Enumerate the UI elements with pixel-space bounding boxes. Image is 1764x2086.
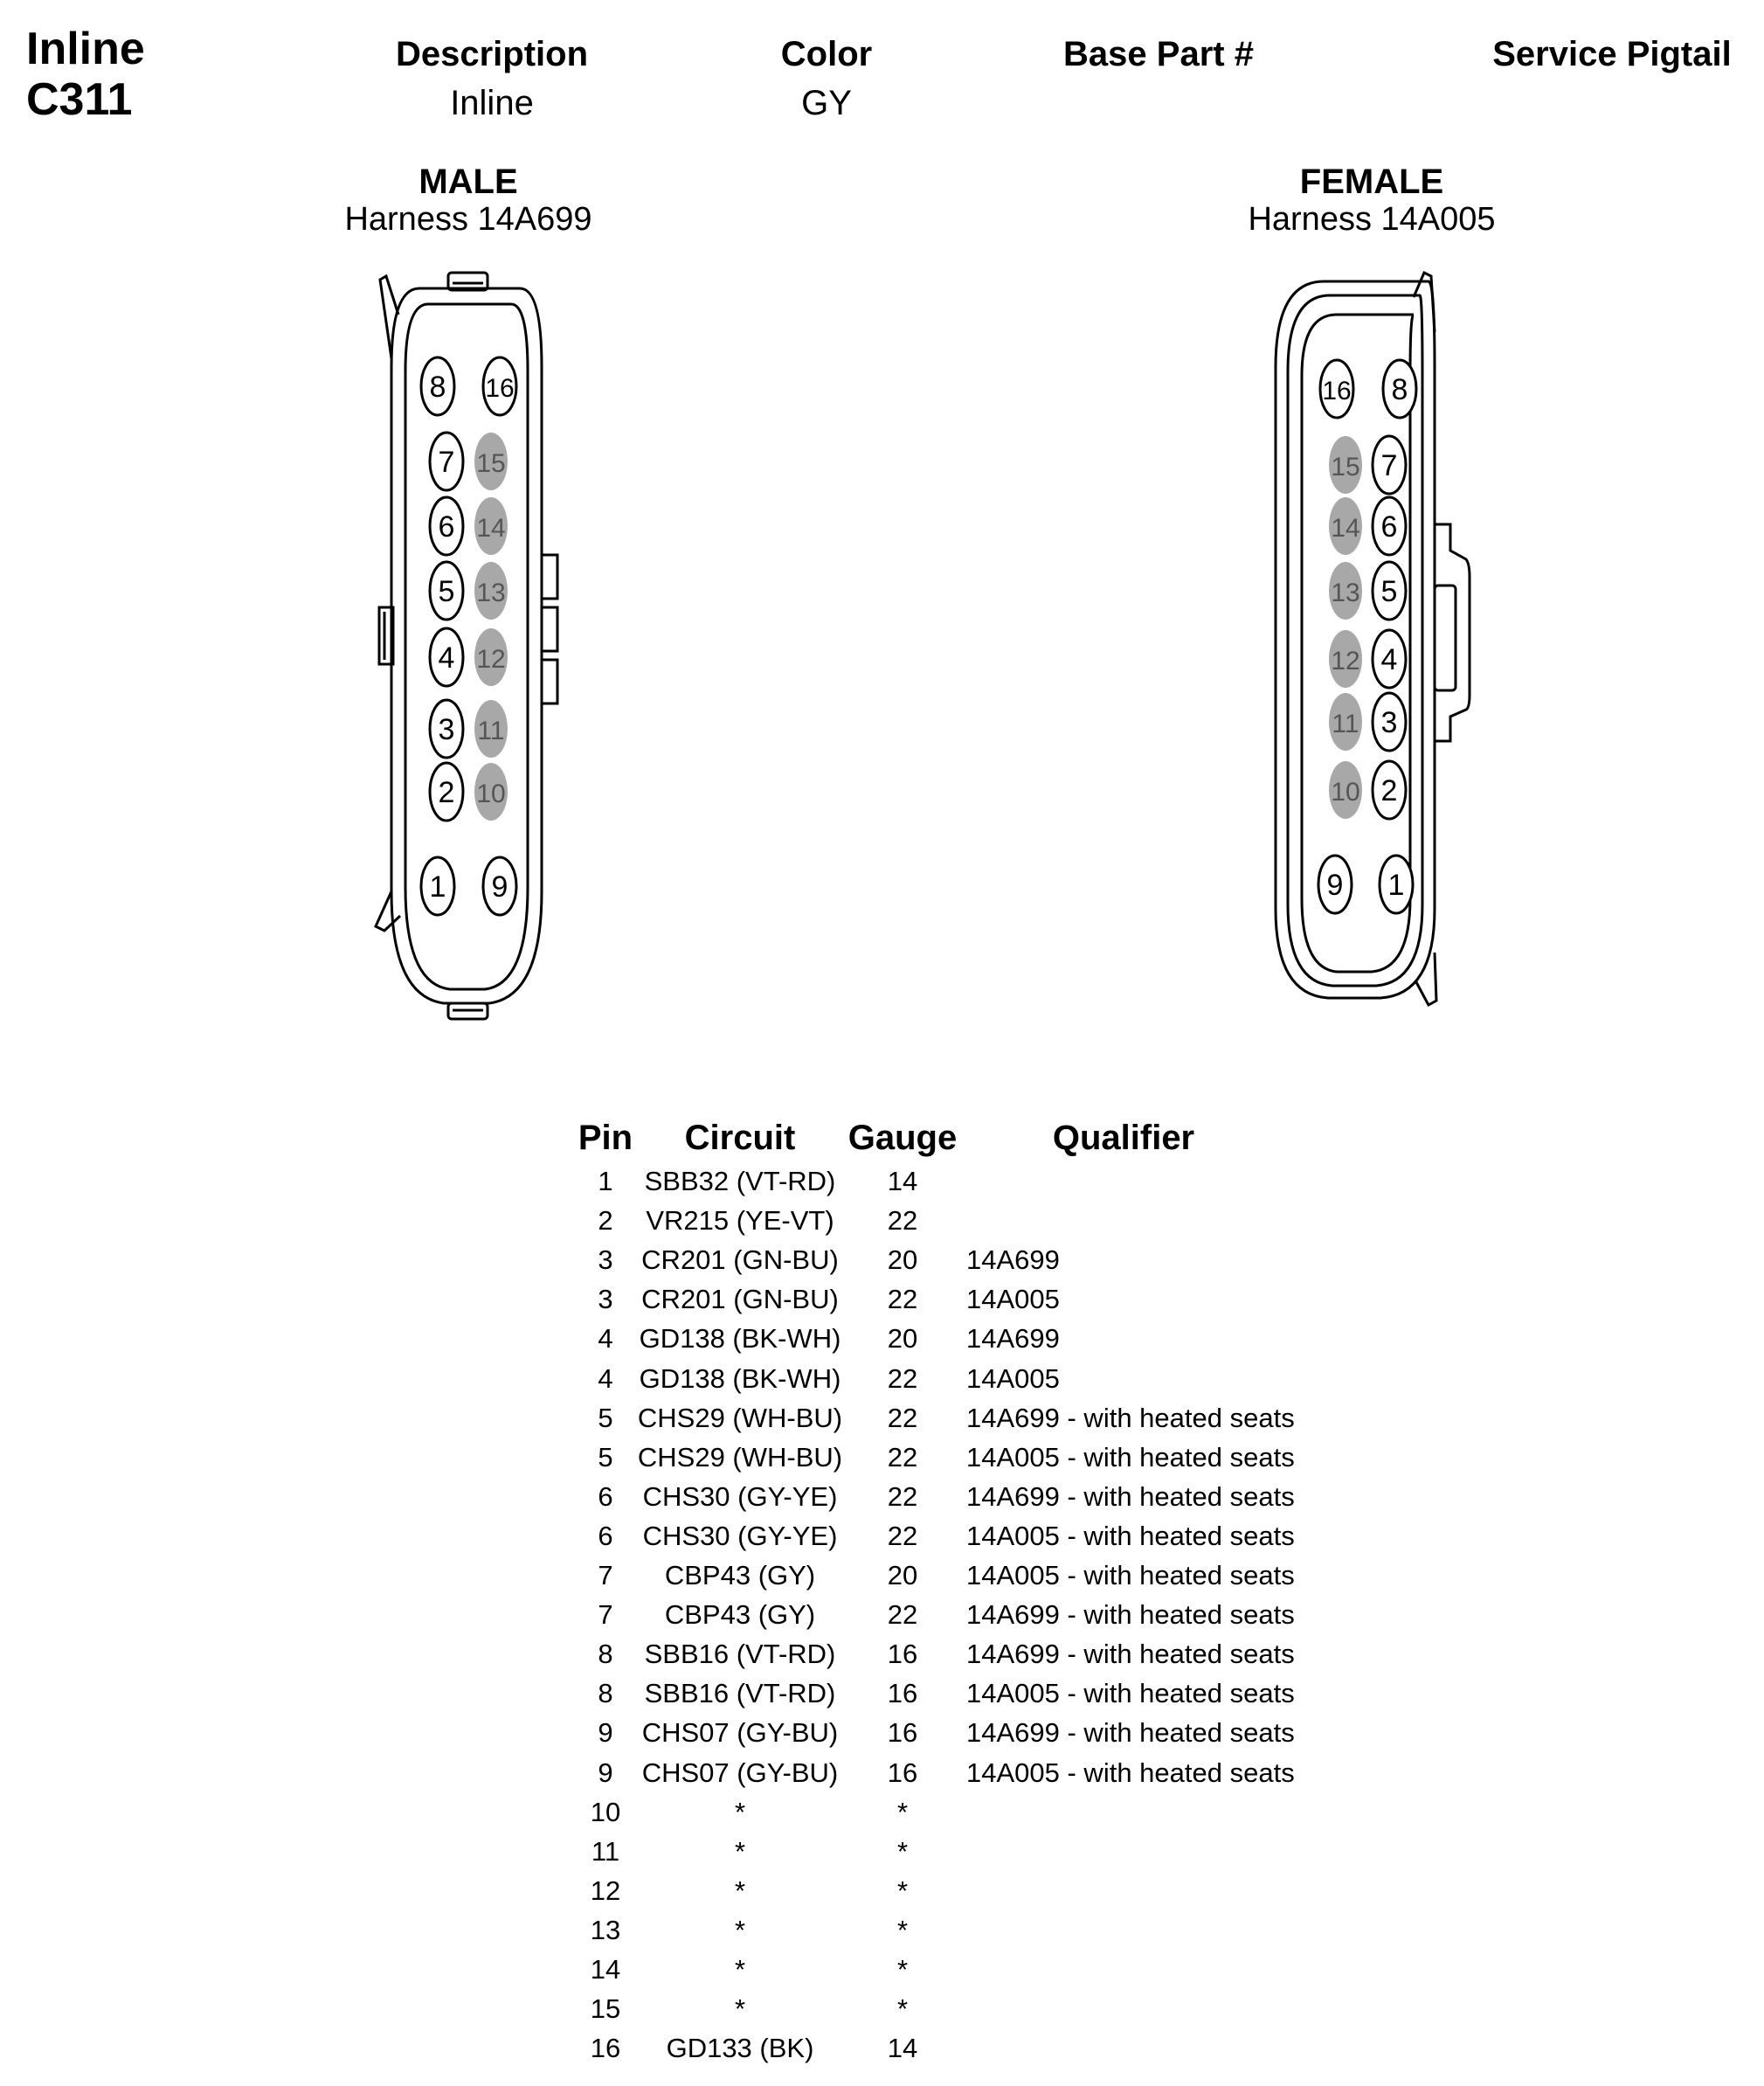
- color-header: Color: [780, 35, 873, 73]
- qualifier-cell: 14A005: [966, 1362, 1060, 1394]
- circuit-cell: *: [734, 1993, 746, 2025]
- male-title: MALE: [419, 163, 518, 201]
- female-pin-8-label: 8: [1391, 373, 1408, 406]
- circuit-cell: SBB32 (VT-RD): [644, 1166, 836, 1196]
- circuit-cell: CHS30 (GY-YE): [642, 1480, 838, 1512]
- female-pin-3-label: 3: [1380, 706, 1398, 739]
- male-pin-14-label: 14: [476, 514, 506, 543]
- circuit-cell: CHS29 (WH-BU): [637, 1441, 843, 1473]
- pin-cell: 8: [598, 1678, 613, 1709]
- male-pin-3-label: 3: [438, 713, 455, 746]
- gauge-cell: *: [896, 1796, 909, 1827]
- gauge-cell: 22: [887, 1520, 918, 1551]
- male-pin-4-label: 4: [438, 641, 455, 675]
- gauge-cell: 16: [887, 1757, 918, 1788]
- pin-cell: 1: [598, 1166, 613, 1196]
- pin-cell: 9: [598, 1717, 613, 1749]
- female-pin-11-label: 11: [1332, 710, 1359, 738]
- gauge-cell: 22: [887, 1402, 918, 1433]
- circuit-column-header: Circuit: [684, 1119, 796, 1157]
- pin-cell: 3: [598, 1284, 613, 1315]
- circuit-cell: *: [734, 1835, 746, 1867]
- male-pin-7-label: 7: [438, 446, 455, 479]
- male-connector-diagram: [367, 262, 568, 1014]
- pin-cell: 16: [590, 2033, 621, 2064]
- male-pin-6-label: 6: [438, 510, 455, 544]
- male-right-latch-lower: [542, 660, 557, 703]
- pin-cell: 3: [598, 1244, 613, 1276]
- gauge-cell: *: [896, 1954, 909, 1985]
- male-harness: Harness 14A699: [344, 201, 592, 238]
- female-pin-15-label: 15: [1331, 453, 1360, 482]
- circuit-cell: CHS30 (GY-YE): [642, 1520, 838, 1551]
- gauge-cell: 20: [887, 1323, 918, 1355]
- circuit-cell: *: [734, 1875, 746, 1906]
- circuit-cell: CBP43 (GY): [664, 1560, 816, 1590]
- pin-cell: 13: [590, 1914, 621, 1945]
- female-pin-7-label: 7: [1380, 449, 1398, 482]
- pin-cell: 12: [590, 1875, 621, 1906]
- circuit-cell: CR201 (GN-BU): [641, 1244, 839, 1276]
- gauge-cell: 20: [887, 1560, 918, 1590]
- male-bottom-rib: [376, 891, 400, 931]
- description-header: Description: [395, 35, 589, 73]
- service-pigtail-header: Service Pigtail: [1492, 35, 1732, 73]
- circuit-cell: CHS07 (GY-BU): [641, 1717, 839, 1749]
- male-housing-outline: [391, 288, 542, 1003]
- qualifier-cell: 14A699: [966, 1323, 1060, 1355]
- gauge-cell: *: [896, 1835, 909, 1867]
- female-pin-5-label: 5: [1380, 575, 1398, 608]
- gauge-cell: 16: [887, 1717, 918, 1749]
- female-pin-9-label: 9: [1326, 869, 1344, 902]
- circuit-cell: GD133 (BK): [666, 2033, 814, 2064]
- qualifier-cell: 14A699 - with heated seats: [966, 1599, 1295, 1631]
- qualifier-cell: 14A699 - with heated seats: [966, 1639, 1295, 1670]
- circuit-cell: SBB16 (VT-RD): [644, 1639, 836, 1670]
- pin-column-header: Pin: [578, 1119, 633, 1157]
- female-connector-diagram: [1249, 262, 1477, 1014]
- male-pin-9-label: 9: [491, 870, 508, 904]
- male-pin-12-label: 12: [476, 645, 506, 674]
- gauge-cell: 22: [887, 1441, 918, 1473]
- pin-cell: 7: [598, 1599, 613, 1631]
- qualifier-cell: 14A005 - with heated seats: [966, 1520, 1295, 1551]
- female-pin-4-label: 4: [1380, 643, 1398, 676]
- female-pin-2-label: 2: [1380, 774, 1398, 807]
- pin-cell: 4: [598, 1362, 613, 1394]
- description-value: Inline: [450, 84, 534, 122]
- pin-cell: 6: [598, 1520, 613, 1551]
- qualifier-cell: 14A699 - with heated seats: [966, 1717, 1295, 1749]
- qualifier-cell: 14A699 - with heated seats: [966, 1480, 1295, 1512]
- gauge-column-header: Gauge: [847, 1119, 958, 1157]
- circuit-cell: CHS07 (GY-BU): [641, 1757, 839, 1788]
- gauge-cell: 22: [887, 1205, 918, 1237]
- gauge-cell: 22: [887, 1480, 918, 1512]
- male-pin-10-label: 10: [476, 780, 506, 808]
- male-pin-2-label: 2: [438, 776, 455, 809]
- gauge-cell: *: [896, 1993, 909, 2025]
- qualifier-cell: 14A005 - with heated seats: [966, 1441, 1295, 1473]
- gauge-cell: *: [896, 1914, 909, 1945]
- pin-cell: 5: [598, 1402, 613, 1433]
- qualifier-cell: 14A699: [966, 1244, 1060, 1276]
- pin-cell: 2: [598, 1205, 613, 1237]
- circuit-cell: CBP43 (GY): [664, 1599, 816, 1631]
- gauge-cell: 16: [887, 1678, 918, 1709]
- circuit-cell: CR201 (GN-BU): [641, 1284, 839, 1315]
- connector-location: Inline: [26, 24, 145, 74]
- pin-cell: 14: [590, 1954, 621, 1985]
- circuit-cell: SBB16 (VT-RD): [644, 1678, 836, 1709]
- pin-cell: 6: [598, 1480, 613, 1512]
- pin-cell: 8: [598, 1639, 613, 1670]
- gauge-cell: 22: [887, 1599, 918, 1631]
- female-pin-10-label: 10: [1331, 778, 1360, 807]
- gauge-cell: 16: [887, 1639, 918, 1670]
- female-pin-13-label: 13: [1331, 579, 1360, 607]
- gauge-cell: 22: [887, 1362, 918, 1394]
- pin-cell: 10: [590, 1796, 621, 1827]
- female-side-latch: [1435, 524, 1470, 741]
- female-pin-1-label: 1: [1387, 869, 1405, 902]
- female-pin-16-label: 16: [1322, 377, 1352, 405]
- female-pin-14-label: 14: [1331, 514, 1360, 543]
- connector-id: C311: [26, 74, 133, 125]
- male-pin-15-label: 15: [476, 449, 506, 478]
- male-right-latch-upper: [542, 555, 557, 599]
- pin-cell: 7: [598, 1560, 613, 1590]
- circuit-cell: VR215 (YE-VT): [646, 1205, 834, 1237]
- pin-cell: 4: [598, 1323, 613, 1355]
- pin-cell: 15: [590, 1993, 621, 2025]
- base-part-header: Base Part #: [1063, 35, 1254, 73]
- male-pin-16-label: 16: [485, 374, 515, 403]
- circuit-cell: GD138 (BK-WH): [639, 1323, 841, 1355]
- color-value: GY: [801, 84, 852, 122]
- circuit-cell: GD138 (BK-WH): [639, 1362, 841, 1394]
- male-right-latch-mid: [542, 607, 557, 651]
- male-pin-1-label: 1: [429, 870, 446, 904]
- male-pin-5-label: 5: [438, 575, 455, 608]
- qualifier-cell: 14A005 - with heated seats: [966, 1678, 1295, 1709]
- pin-cell: 9: [598, 1757, 613, 1788]
- gauge-cell: *: [896, 1875, 909, 1906]
- circuit-cell: *: [734, 1914, 746, 1945]
- qualifier-cell: 14A005: [966, 1284, 1060, 1315]
- qualifier-cell: 14A699 - with heated seats: [966, 1402, 1295, 1433]
- female-pin-12-label: 12: [1331, 647, 1360, 676]
- pin-cell: 5: [598, 1441, 613, 1473]
- circuit-cell: *: [734, 1954, 746, 1985]
- female-title: FEMALE: [1299, 163, 1444, 201]
- gauge-cell: 14: [887, 1166, 918, 1196]
- male-pin-13-label: 13: [476, 579, 506, 607]
- female-latch-window: [1435, 586, 1456, 690]
- female-harness: Harness 14A005: [1248, 201, 1496, 238]
- qualifier-cell: 14A005 - with heated seats: [966, 1560, 1295, 1590]
- qualifier-cell: 14A005 - with heated seats: [966, 1757, 1295, 1788]
- male-pin-8-label: 8: [429, 371, 446, 404]
- gauge-cell: 14: [887, 2033, 918, 2064]
- circuit-cell: CHS29 (WH-BU): [637, 1402, 843, 1433]
- gauge-cell: 22: [887, 1284, 918, 1315]
- gauge-cell: 20: [887, 1244, 918, 1276]
- male-pin-11-label: 11: [477, 717, 505, 745]
- circuit-cell: *: [734, 1796, 746, 1827]
- female-pin-6-label: 6: [1380, 510, 1398, 544]
- pin-cell: 11: [591, 1835, 620, 1867]
- qualifier-column-header: Qualifier: [1052, 1119, 1195, 1157]
